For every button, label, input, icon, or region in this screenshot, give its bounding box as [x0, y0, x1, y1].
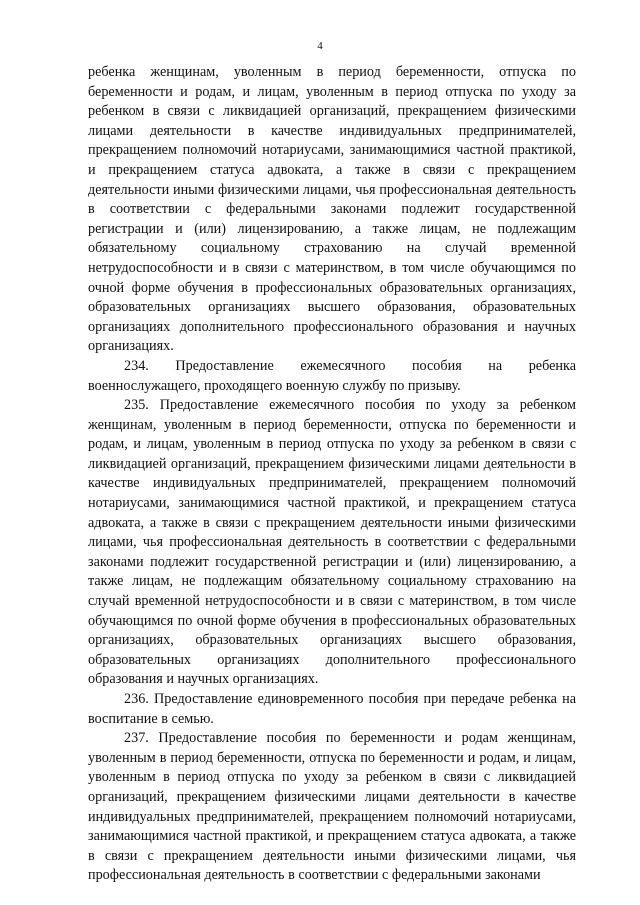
paragraph-item-234: 234. Предоставление ежемесячного пособия на ребенка военнослужащего, проходящего военную службу по призыву.	[88, 357, 576, 394]
page-number: 4	[317, 40, 323, 52]
paragraph-item-235: 235. Предоставление ежемесячного пособия по уходу за ребенком женщинам, уволенным в период беременности, отпуска по беременности и родам, и лицам, уволенным в период отпуска по уходу за ребенком в связи с ликвидацией организаций, прекращением физическими лицами деятельности в качестве индивидуальных предпринимателей, прекращением полномочий нотариусами, занимающимися частной практикой, и прекращением статуса адвоката, а также в связи с прекращением деятельности иными физическими лицами, чья профессиональная деятельность в соответствии с федеральными законами подлежит государственной регистрации и (или) лицензированию, а также лицам, не подлежащим обязательному социальному страхованию на случай временной нетрудоспособности и в связи с материнством, в том числе обучающимся по очной форме обучения в профессиональных образовательных организациях, образовательных организациях высшего образования, образовательных организациях дополнительного профессионального образования и научных организациях.	[88, 397, 576, 688]
paragraph-continuation: ребенка женщинам, уволенным в период беременности, отпуска по беременности и родам, и лицам, уволенным в период отпуска по уходу за ребенком в связи с ликвидацией организаций, прекращением физическими лицами деятельности в качестве индивидуальных предпринимателей, прекращением полномочий нотариусами, занимающимися частной практикой, и прекращением статуса адвоката, а также в связи с прекращением деятельности иными физическими лицами, чья профессиональная деятельность в соответствии с федеральными законами подлежит государственной регистрации и (или) лицензированию, а также лицам, не подлежащим обязательному социальному страхованию на случай временной нетрудоспособности и в связи с материнством, в том числе обучающимся по очной форме обучения в профессиональных образовательных организациях, образовательных организациях высшего образования, образовательных организациях дополнительного профессионального образования и научных организациях.	[88, 64, 576, 355]
paragraph-item-236: 236. Предоставление единовременного пособия при передаче ребенка на воспитание в семью.	[88, 691, 576, 727]
document-body	[88, 63, 576, 886]
paragraph-item-237: 237. Предоставление пособия по беременности и родам женщинам, уволенным в период беременности, отпуска по беременности и родам, и лицам, уволенным в период отпуска по уходу за ребенком в связи с ликвидацией организаций, прекращением физическими лицами деятельности в качестве индивидуальных предпринимателей, прекращением полномочий нотариусами, занимающимися частной практикой, и прекращением статуса адвоката, а также в связи с прекращением деятельности иными физическими лицами, чья профессиональная деятельность в соответствии с федеральными законами	[88, 730, 576, 884]
